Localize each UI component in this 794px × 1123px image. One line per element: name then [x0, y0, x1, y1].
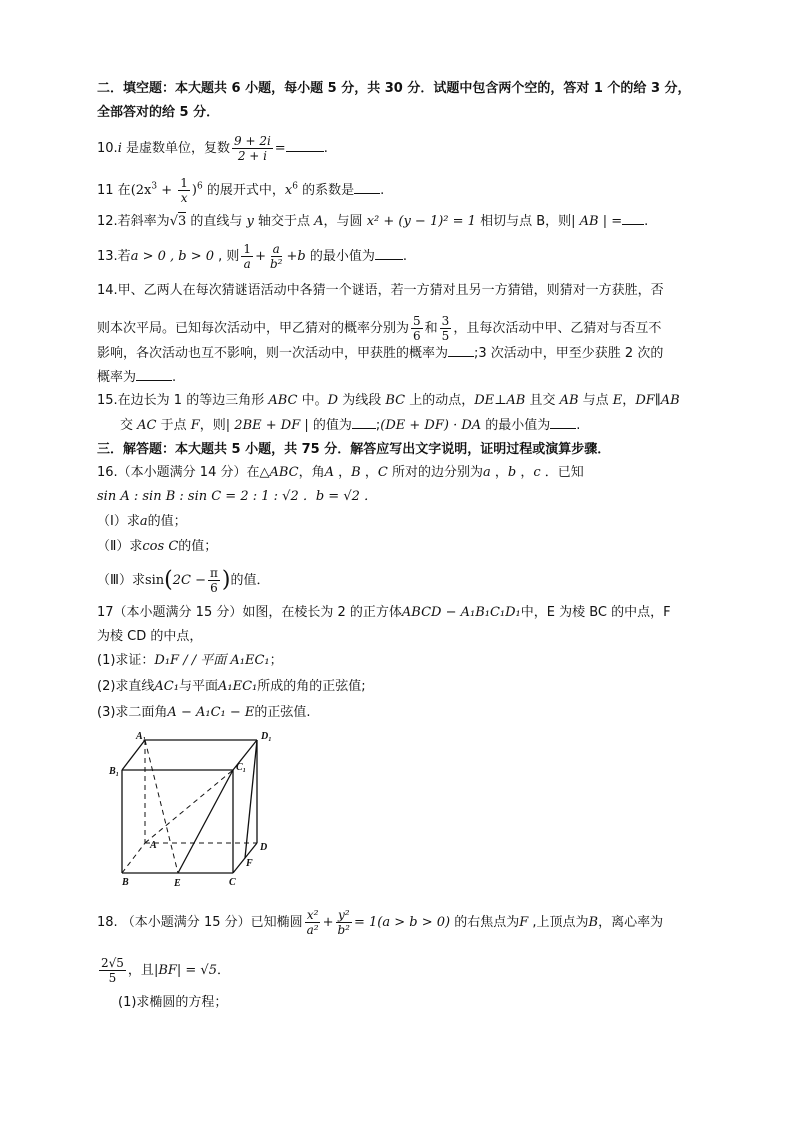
question-18-part1: (1)求椭圆的方程； — [118, 995, 228, 1010]
label-C1: C₁ — [236, 762, 247, 773]
question-13: 13.若a > 0 , b > 0 , 则 $\frac{1}{a}$ + $\frac{a}{\text{b²}}$ +b 的最小值为 . — [97, 242, 407, 271]
q12-answer-blank[interactable] — [622, 212, 644, 225]
question-14-line1: 14.甲、乙两人在每次猜谜语活动中各猜一个谜语，若一方猜对且另一方猜错，则猜对一方获胜，否 — [97, 283, 664, 298]
cube-figure — [100, 730, 290, 895]
question-10: 10.i 是虚数单位，复数 $\frac{9 + 2i}{2 + i}$ = . — [97, 134, 328, 163]
label-E: E — [174, 878, 181, 889]
question-18-line2: $\frac{2√5}{5}$ ，且|BF| = √5． — [101, 956, 230, 985]
question-16-part1: （Ⅰ）求a的值； — [97, 514, 187, 529]
question-17-line2: 为棱 CD 的中点， — [97, 629, 203, 644]
q13-number: 13.若 — [97, 249, 131, 264]
label-D: D — [260, 842, 268, 853]
q15-answer-blank-1[interactable] — [352, 416, 376, 429]
section-2-heading-line1: 二．填空题：本大题共 6 小题，每小题 5 分，共 30 分．试题中包含两个空的，答对 1 个的给 3 分， — [97, 81, 691, 96]
q11-fraction: $\frac{1}{x}$ — [180, 176, 188, 205]
question-15-line2: 交 AC 于点 F，则| 2BE + DF | 的值为 ;(DE + DF) · DA 的最小值为 . — [120, 418, 581, 433]
q10-number: 10. — [97, 141, 118, 156]
question-11: 11 在($2x^3$ + $\frac{1}{x}$ )$^6$ 的展开式中，$x^6$ 的系数是 . — [97, 176, 385, 205]
q14-answer-blank-1[interactable] — [448, 344, 474, 357]
q15-vector-expression-1: | 2BE + DF | — [225, 418, 309, 433]
label-A1: A₁ — [136, 731, 147, 742]
question-16-condition: sin A : sin B : sin C = 2 : 1 : √2 ．b = √2 ． — [97, 489, 378, 504]
question-15-line1: 15.在边长为 1 的等边三角形 ABC 中。D 为线段 BC 上的动点，DE⊥AB 且交 AB 与点 E，DF∥AB — [97, 393, 680, 408]
q15-answer-blank-2[interactable] — [550, 416, 576, 429]
label-B: B — [122, 877, 129, 888]
question-12: 12.若斜率为√3 的直线与 y 轴交于点 A，与圆 x² + (y − 1)² = 1 相切与点 B，则| AB | = . — [97, 214, 649, 229]
question-18-line1: 18. （本小题满分 15 分）已知椭圆 $\frac{\text{x²}}{\text{a²}}$ + $\frac{\text{y²}}{\text{b²}}$ = 1(a > b > 0) 的右焦点为F ,上顶点为B，离心率为 — [97, 908, 664, 937]
label-A: A — [150, 840, 157, 851]
question-16-part2: （Ⅱ）求cos C的值； — [97, 539, 218, 554]
question-17-part1: (1)求证：D₁F / / 平面 A₁EC₁； — [97, 653, 283, 668]
q13-answer-blank[interactable] — [375, 247, 403, 260]
q10-text: 是虚数单位，复数 — [121, 141, 230, 156]
question-14-line2: 则本次平局。已知每次活动中，甲乙猜对的概率分别为 $\frac{5}{6}$ 和 $\frac{3}{5}$ ，且每次活动中甲、乙猜对与否互不 — [97, 314, 662, 343]
q10-fraction: $\frac{9 + 2i}{2 + i}$ — [234, 134, 271, 163]
q14-answer-blank-2[interactable] — [136, 368, 172, 381]
q12-number: 12.若斜率为 — [97, 214, 170, 229]
section-2-heading-line2: 全部答对的给 5 分． — [97, 105, 220, 120]
section-3-heading: 三．解答题：本大题共 5 小题，共 75 分．解答应写出文字说明，证明过程或演算步骤． — [97, 442, 611, 457]
q11-number: 11 在 — [97, 183, 131, 198]
label-F: F — [246, 858, 253, 869]
question-17-part3: (3)求二面角A − A₁C₁ − E的正弦值. — [97, 705, 311, 720]
q10-i: i — [117, 141, 122, 156]
question-14-line4: 概率为 . — [97, 370, 177, 385]
question-16-part3: （Ⅲ）求sin(2C − $\frac{\pi}{6}$ )的值． — [97, 566, 270, 595]
q15-vector-expression-2: (DE + DF) · DA — [380, 418, 482, 433]
label-D1: D₁ — [261, 731, 272, 742]
question-17-part2: (2)求直线AC₁与平面A₁EC₁所成的角的正弦值; — [97, 679, 366, 694]
question-14-line3: 影响，各次活动也互不影响，则一次活动中，甲获胜的概率为 ;3 次活动中，甲至少获胜 2 次的 — [97, 346, 664, 361]
q11-answer-blank[interactable] — [354, 181, 380, 194]
label-C: C — [229, 877, 236, 888]
question-17-line1: 17（本小题满分 15 分）如图，在棱长为 2 的正方体ABCD − A₁B₁C₁D₁中，E 为棱 BC 的中点，F — [97, 605, 671, 620]
q10-answer-blank[interactable] — [286, 139, 324, 152]
label-B1: B₁ — [109, 766, 120, 777]
question-16-line1: 16.（本小题满分 14 分）在△ABC，角A ，B ，C 所对的边分别为a ，b ，c ．已知 — [97, 465, 584, 480]
